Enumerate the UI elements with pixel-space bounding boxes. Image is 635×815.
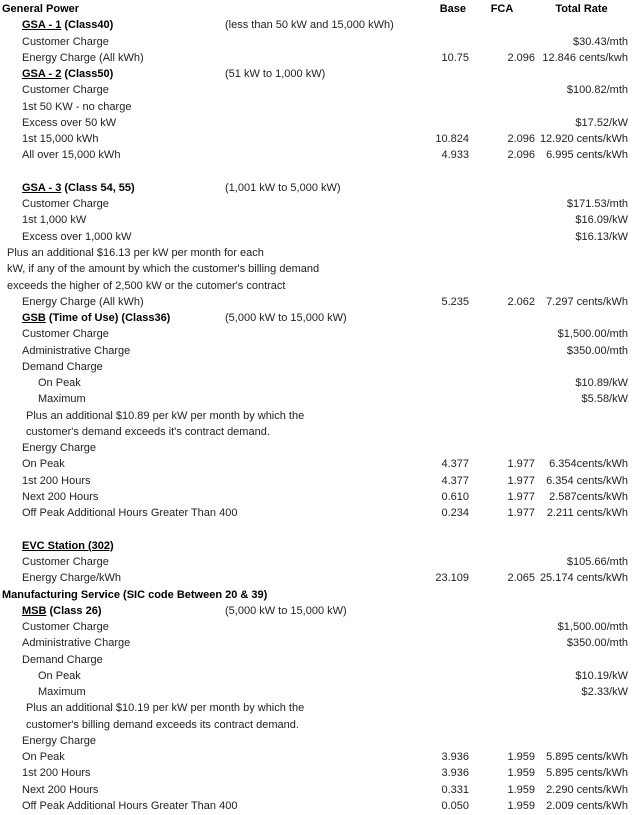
fca-value: 2.096 bbox=[507, 133, 535, 146]
row-label bbox=[0, 668, 409, 684]
row-label-text: 1st 15,000 kWh bbox=[22, 133, 99, 146]
row-label-text: Administrative Charge bbox=[22, 344, 131, 357]
total-rate-value: $1,500.00/mth bbox=[557, 328, 628, 341]
table-row bbox=[0, 180, 635, 196]
fca-value: 1.959 bbox=[507, 767, 535, 780]
fca-value: 2.096 bbox=[507, 51, 535, 64]
row-label-text: Demand Charge bbox=[22, 653, 103, 666]
table-row bbox=[0, 440, 635, 456]
row-label bbox=[0, 1, 409, 17]
table-row bbox=[0, 684, 635, 700]
row-label-text: 1st 50 KW - no charge bbox=[22, 100, 132, 113]
table-row bbox=[0, 570, 635, 586]
row-label bbox=[0, 505, 409, 521]
row-label-text: customer's billing demand exceeds its contract demand. bbox=[26, 718, 299, 731]
fca-value: FCA bbox=[490, 3, 514, 15]
table-row bbox=[0, 408, 635, 424]
total-rate-value: $30.43/mth bbox=[572, 35, 628, 48]
row-label-text: Maximum bbox=[38, 686, 86, 699]
total-rate-value: 12.846 cents/kwh bbox=[542, 51, 628, 64]
total-rate-value: $350.00/mth bbox=[566, 344, 628, 357]
fca-value: 2.065 bbox=[507, 572, 535, 585]
row-label-text: Next 200 Hours bbox=[22, 783, 99, 796]
row-label bbox=[0, 229, 409, 245]
row-label bbox=[0, 359, 409, 375]
total-rate-value: 2.290 cents/kWh bbox=[546, 783, 628, 796]
table-row bbox=[0, 66, 635, 82]
table-row bbox=[0, 50, 635, 66]
row-label bbox=[0, 554, 409, 570]
row-label-text: On Peak bbox=[22, 458, 65, 471]
total-rate-value: 12.920 cents/kWh bbox=[539, 133, 628, 146]
row-label-text: Demand Charge bbox=[22, 360, 103, 373]
table-row bbox=[0, 115, 635, 131]
fca-value: 1.959 bbox=[507, 751, 535, 764]
table-row bbox=[0, 473, 635, 489]
total-rate-value: 6.354cents/kWh bbox=[549, 458, 628, 471]
table-row bbox=[0, 17, 635, 33]
row-label-text: Customer Charge bbox=[22, 556, 109, 569]
row-label-text: On Peak bbox=[22, 751, 65, 764]
table-row bbox=[0, 489, 635, 505]
table-row bbox=[0, 34, 635, 50]
total-rate-value: 2.587cents/kWh bbox=[549, 490, 628, 503]
table-row bbox=[0, 424, 635, 440]
table-row bbox=[0, 456, 635, 472]
table-row bbox=[0, 619, 635, 635]
total-rate-value: $1,500.00/mth bbox=[557, 621, 628, 634]
row-label-text: Plus an additional $10.19 per kW per month by which the bbox=[26, 702, 305, 715]
table-row bbox=[0, 343, 635, 359]
base-value: 23.109 bbox=[435, 572, 469, 585]
row-label-text: MSB (Class 26) bbox=[22, 604, 102, 617]
total-rate-value: $171.53/mth bbox=[566, 198, 628, 211]
table-row bbox=[0, 164, 635, 180]
row-label-text: Customer Charge bbox=[22, 621, 109, 634]
row-label bbox=[0, 180, 409, 196]
section-code: GSA - 2 bbox=[22, 68, 62, 81]
row-label bbox=[0, 587, 409, 603]
table-row bbox=[0, 261, 635, 277]
row-label-text: 1st 200 Hours bbox=[22, 474, 91, 487]
row-label bbox=[0, 782, 409, 798]
base-value: 5.235 bbox=[441, 295, 469, 308]
row-label-text: Excess over 1,000 kW bbox=[22, 230, 132, 243]
row-label-text: 1st 1,000 kW bbox=[22, 214, 87, 227]
row-label bbox=[0, 164, 409, 180]
row-label bbox=[0, 196, 409, 212]
row-label-text: GSA - 3 (Class 54, 55) bbox=[22, 181, 135, 194]
table-row bbox=[0, 538, 635, 554]
row-label-text: GSA - 1 (Class40) bbox=[22, 19, 114, 32]
fca-value: 2.062 bbox=[507, 295, 535, 308]
table-row bbox=[0, 717, 635, 733]
section-code: GSB bbox=[22, 312, 46, 325]
row-label bbox=[0, 684, 409, 700]
fca-value: 1.977 bbox=[507, 458, 535, 471]
row-condition-text: (5,000 kW to 15,000 kW) bbox=[225, 604, 347, 617]
row-label bbox=[0, 99, 409, 115]
table-row bbox=[0, 505, 635, 521]
row-label-text: All over 15,000 kWh bbox=[22, 149, 121, 162]
fca-value: 2.096 bbox=[507, 149, 535, 162]
row-label-text: Excess over 50 kW bbox=[22, 116, 117, 129]
row-label-text: kW, if any of the amount by which the customer's billing demand bbox=[7, 263, 320, 276]
row-label bbox=[0, 343, 409, 359]
section-code: GSA - 3 bbox=[22, 181, 62, 194]
row-label-text: Energy Charge bbox=[22, 734, 96, 747]
row-label bbox=[0, 34, 409, 50]
row-label bbox=[0, 212, 409, 228]
total-rate-value: Total Rate bbox=[555, 3, 608, 15]
table-row bbox=[0, 652, 635, 668]
row-label bbox=[0, 749, 409, 765]
row-label bbox=[0, 603, 409, 619]
table-row bbox=[0, 782, 635, 798]
base-value: 10.824 bbox=[435, 133, 469, 146]
row-label bbox=[0, 278, 409, 294]
total-rate-value: $2.33/kW bbox=[581, 686, 628, 699]
row-label-text: Customer Charge bbox=[22, 198, 109, 211]
row-label bbox=[0, 326, 409, 342]
total-rate-value: $16.13/kW bbox=[575, 230, 628, 243]
table-row bbox=[0, 99, 635, 115]
row-label bbox=[0, 635, 409, 651]
row-condition-text: (less than 50 kW and 15,000 kWh) bbox=[225, 19, 394, 32]
row-label-text: On Peak bbox=[38, 669, 81, 682]
total-rate-value: 6.995 cents/kWh bbox=[546, 149, 628, 162]
row-label-text: Energy Charge (All kWh) bbox=[22, 295, 144, 308]
table-row bbox=[0, 147, 635, 163]
row-label bbox=[0, 456, 409, 472]
base-value: 4.933 bbox=[441, 149, 469, 162]
row-label bbox=[0, 440, 409, 456]
table-row bbox=[0, 82, 635, 98]
table-row bbox=[0, 798, 635, 814]
row-label-text: On Peak bbox=[38, 377, 81, 390]
row-label-text: Next 200 Hours bbox=[22, 490, 99, 503]
row-label-text: Energy Charge bbox=[22, 442, 96, 455]
row-label-text: General Power bbox=[2, 3, 80, 15]
total-rate-value: 5.895 cents/kWh bbox=[546, 751, 628, 764]
table-row bbox=[0, 668, 635, 684]
row-label bbox=[0, 147, 409, 163]
fca-value: 1.977 bbox=[507, 507, 535, 520]
table-row bbox=[0, 603, 635, 619]
row-label bbox=[0, 66, 409, 82]
row-label-text: Off Peak Additional Hours Greater Than 400 bbox=[22, 507, 238, 520]
base-value: 3.936 bbox=[441, 751, 469, 764]
section-code: EVC Station (302) bbox=[22, 539, 114, 552]
section-code: GSA - 1 bbox=[22, 19, 62, 32]
row-label-text: Energy Charge/kWh bbox=[22, 572, 122, 585]
row-label bbox=[0, 652, 409, 668]
row-label bbox=[0, 522, 409, 538]
table-row bbox=[0, 245, 635, 261]
row-label bbox=[0, 408, 409, 424]
base-value: 0.610 bbox=[441, 490, 469, 503]
row-label bbox=[0, 798, 409, 814]
total-rate-value: 25.174 cents/kWh bbox=[539, 572, 628, 585]
row-label bbox=[0, 700, 409, 716]
base-value: 0.331 bbox=[441, 783, 469, 796]
table-row bbox=[0, 391, 635, 407]
table-row bbox=[0, 733, 635, 749]
row-label-text: Administrative Charge bbox=[22, 637, 131, 650]
table-row bbox=[0, 212, 635, 228]
row-label-text: Off Peak Additional Hours Greater Than 400 bbox=[22, 800, 238, 813]
table-row bbox=[0, 310, 635, 326]
row-label-text: GSB (Time of Use) (Class36) bbox=[22, 312, 171, 325]
row-label-text: Energy Charge (All kWh) bbox=[22, 51, 144, 64]
row-label-text bbox=[0, 538, 114, 554]
total-rate-value: 2.211 cents/kWh bbox=[546, 507, 628, 520]
row-label bbox=[0, 570, 409, 586]
total-rate-value: $10.89/kW bbox=[575, 377, 628, 390]
total-rate-value: 5.895 cents/kWh bbox=[546, 767, 628, 780]
table-row bbox=[0, 375, 635, 391]
table-row bbox=[0, 587, 635, 603]
table-row bbox=[0, 749, 635, 765]
row-label bbox=[0, 375, 409, 391]
table-row bbox=[0, 196, 635, 212]
row-label-text: GSA - 2 (Class50) bbox=[22, 68, 114, 81]
table-row bbox=[0, 359, 635, 375]
base-value: 10.75 bbox=[441, 51, 469, 64]
row-label bbox=[0, 245, 409, 261]
table-row bbox=[0, 131, 635, 147]
row-label-text: Maximum bbox=[38, 393, 86, 406]
table-row bbox=[0, 229, 635, 245]
table-row bbox=[0, 294, 635, 310]
row-label bbox=[0, 115, 409, 131]
base-value: 4.377 bbox=[441, 458, 469, 471]
row-label bbox=[0, 50, 409, 66]
total-rate-value: $105.66/mth bbox=[566, 556, 628, 569]
row-label-text: Plus an additional $10.89 per kW per month by which the bbox=[26, 409, 305, 422]
row-label bbox=[0, 310, 409, 326]
row-condition-text: (1,001 kW to 5,000 kW) bbox=[225, 181, 341, 194]
row-label-text: Customer Charge bbox=[22, 328, 109, 341]
table-row bbox=[0, 635, 635, 651]
table-row bbox=[0, 278, 635, 294]
total-rate-value: $16.09/kW bbox=[575, 214, 628, 227]
row-label bbox=[0, 473, 409, 489]
row-label bbox=[0, 538, 409, 554]
total-rate-value: $17.52/kW bbox=[575, 116, 628, 129]
row-label bbox=[0, 619, 409, 635]
row-label-text: exceeds the higher of 2,500 kW or the cutomer's contract bbox=[7, 279, 286, 292]
row-condition-text: (5,000 kW to 15,000 kW) bbox=[225, 312, 347, 325]
total-rate-value: $10.19/kW bbox=[575, 669, 628, 682]
total-rate-value: 7.297 cents/kWh bbox=[546, 295, 628, 308]
row-label bbox=[0, 261, 409, 277]
row-label bbox=[0, 391, 409, 407]
section-code: MSB bbox=[22, 604, 47, 617]
row-condition-text: (51 kW to 1,000 kW) bbox=[225, 68, 326, 81]
table-row bbox=[0, 700, 635, 716]
total-rate-value: 6.354 cents/kWh bbox=[546, 474, 628, 487]
row-label bbox=[0, 424, 409, 440]
fca-value: 1.977 bbox=[507, 490, 535, 503]
total-rate-value: $350.00/mth bbox=[566, 637, 628, 650]
fca-value: 1.959 bbox=[507, 783, 535, 796]
base-value: 4.377 bbox=[441, 474, 469, 487]
row-label-text: Customer Charge bbox=[22, 35, 109, 48]
table-row bbox=[0, 522, 635, 538]
row-label bbox=[0, 733, 409, 749]
row-label-text: 1st 200 Hours bbox=[22, 767, 91, 780]
table-row bbox=[0, 1, 635, 17]
base-value: 0.050 bbox=[441, 800, 469, 813]
row-label bbox=[0, 489, 409, 505]
total-rate-value: 2.009 cents/kWh bbox=[546, 800, 628, 813]
table-row bbox=[0, 554, 635, 570]
row-label bbox=[0, 17, 409, 33]
table-row bbox=[0, 765, 635, 781]
row-label bbox=[0, 82, 409, 98]
row-label bbox=[0, 131, 409, 147]
base-value: Base bbox=[439, 3, 466, 15]
row-label bbox=[0, 717, 409, 733]
fca-value: 1.977 bbox=[507, 474, 535, 487]
total-rate-value: $5.58/kW bbox=[581, 393, 628, 406]
base-value: 3.936 bbox=[441, 767, 469, 780]
row-label-text: Customer Charge bbox=[22, 84, 109, 97]
row-label-text: Manufacturing Service (SIC code Between 20 & 39) bbox=[2, 588, 268, 601]
row-label bbox=[0, 765, 409, 781]
row-label bbox=[0, 294, 409, 310]
base-value: 0.234 bbox=[441, 507, 469, 520]
row-label-text: Plus an additional $16.13 per kW per month for each bbox=[7, 246, 264, 259]
total-rate-value: $100.82/mth bbox=[566, 84, 628, 97]
row-label-text: customer's demand exceeds it's contract demand. bbox=[26, 425, 270, 438]
fca-value: 1.959 bbox=[507, 800, 535, 813]
table-row bbox=[0, 326, 635, 342]
